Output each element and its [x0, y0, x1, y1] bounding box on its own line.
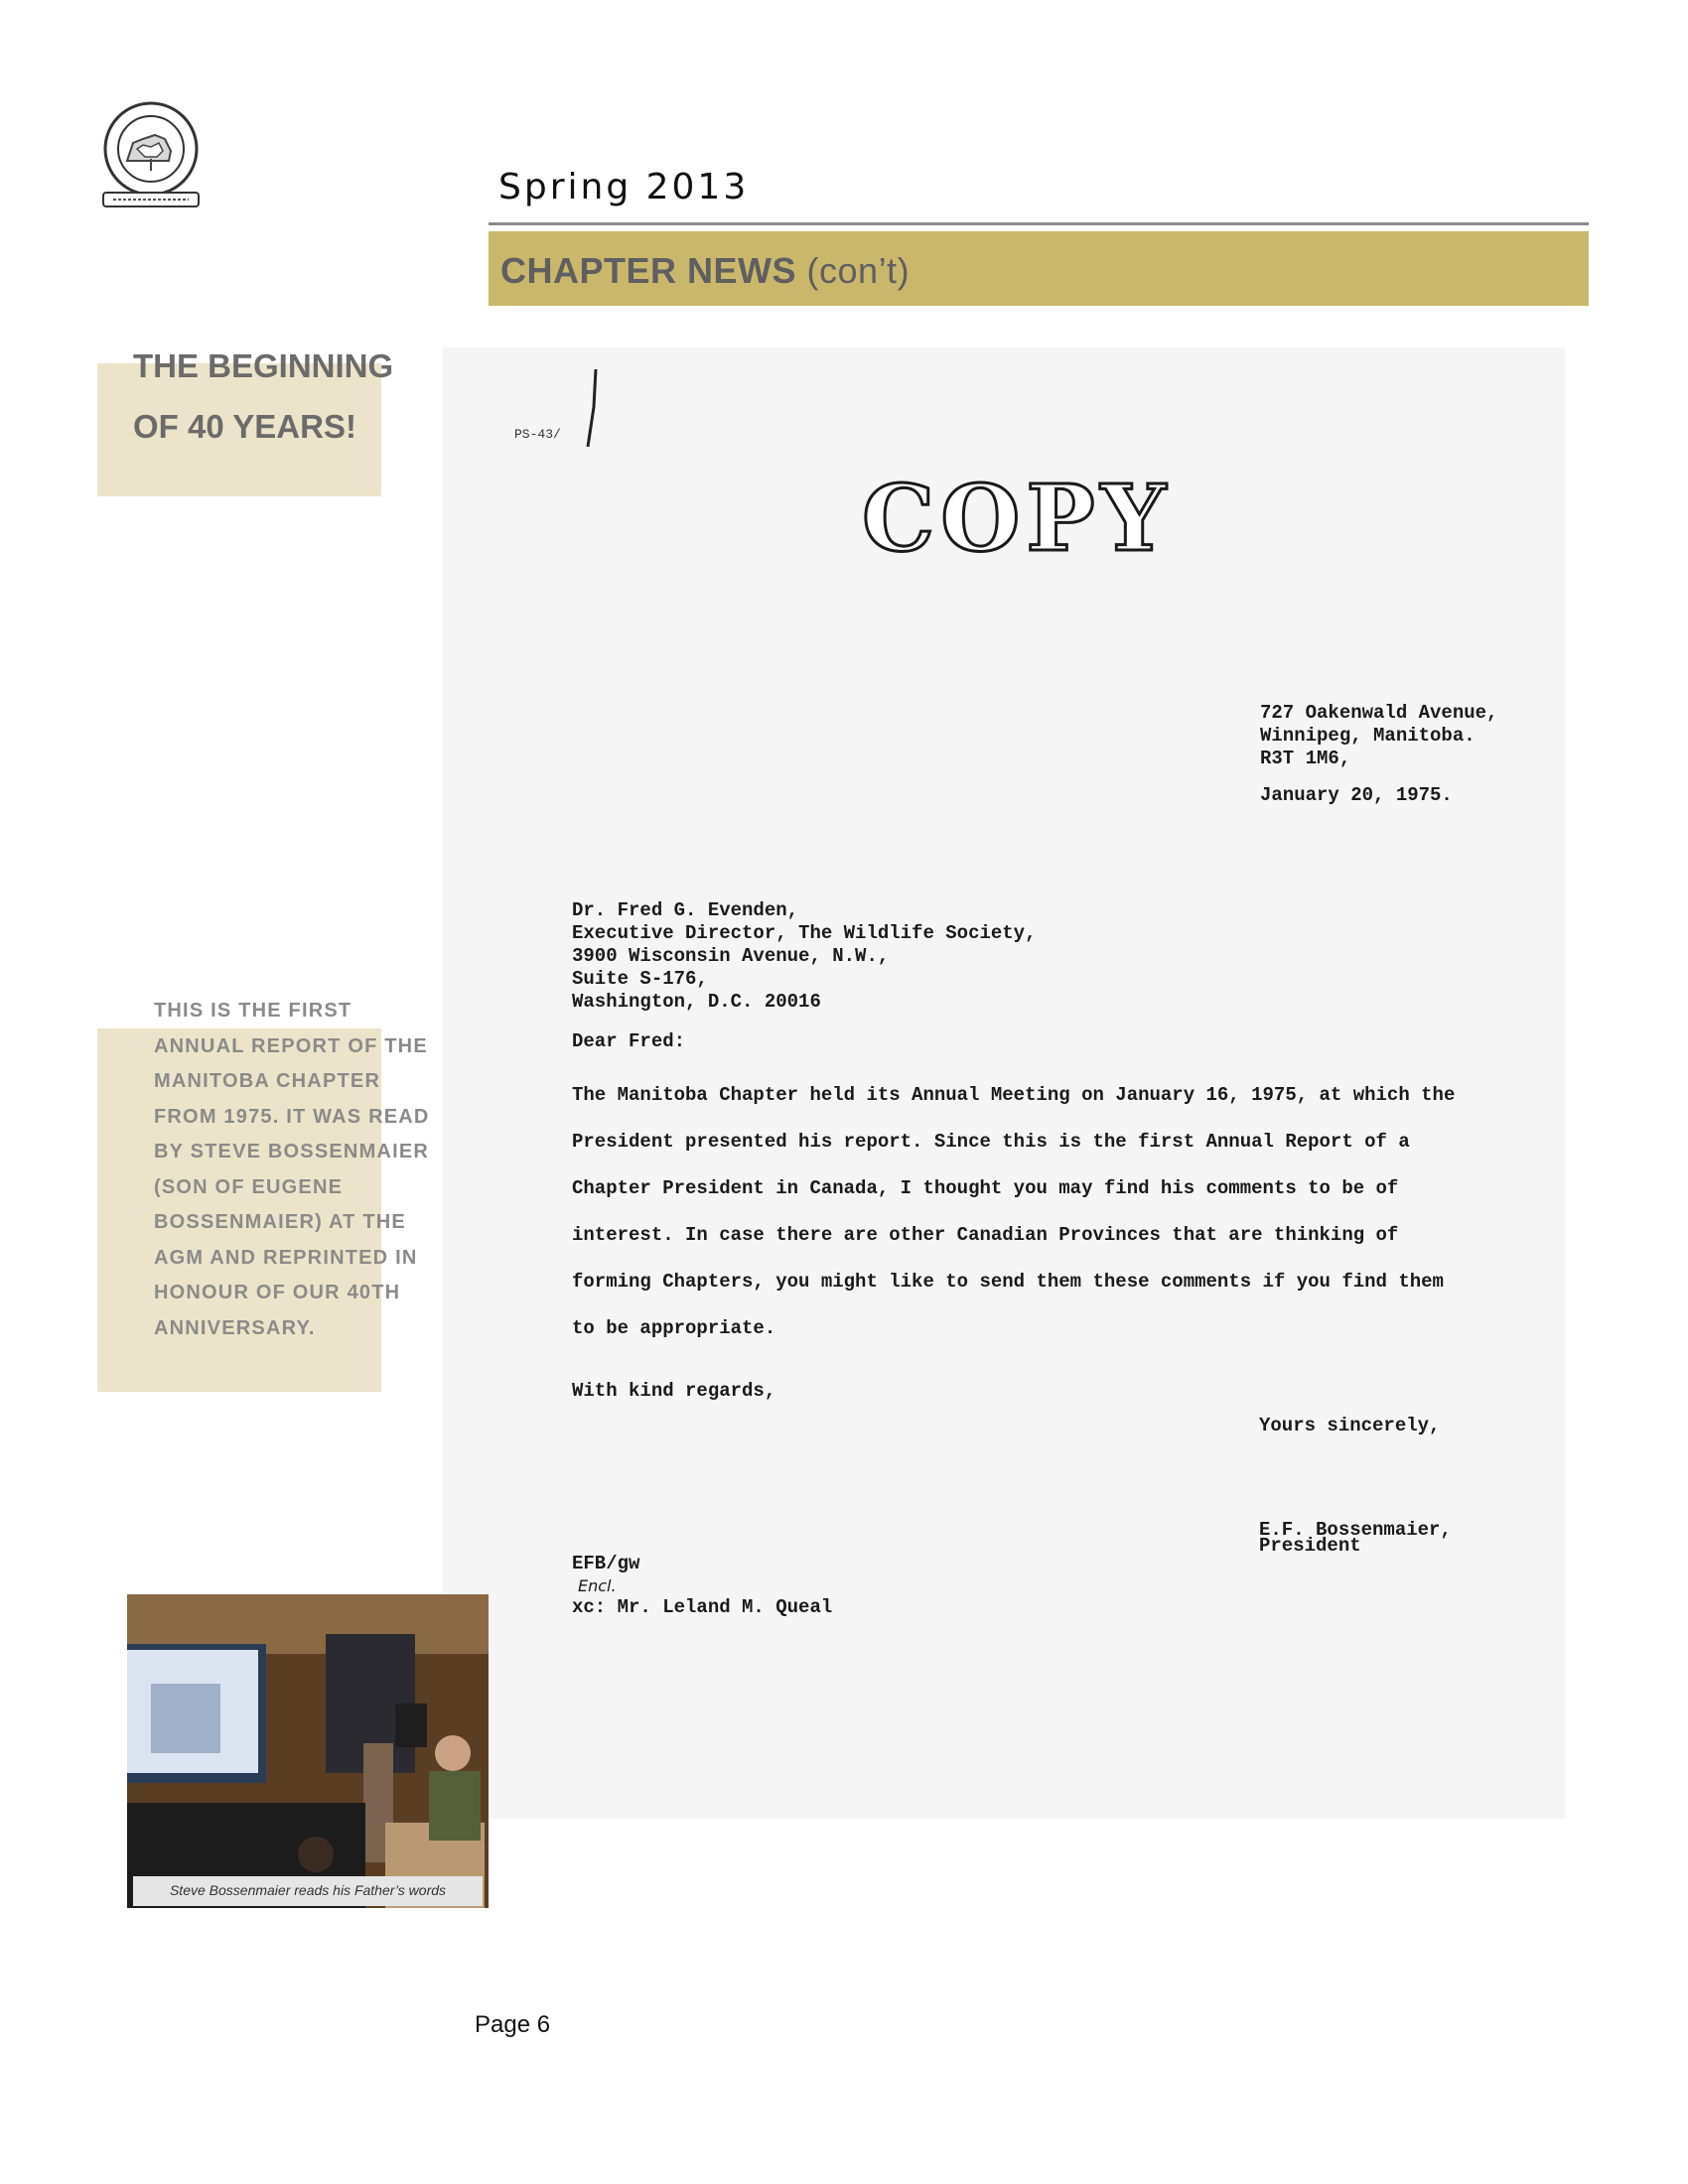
sidebar-title-line1: THE BEGINNING: [133, 347, 394, 384]
sender-line: Winnipeg, Manitoba.: [1260, 725, 1476, 747]
recipient-line: Executive Director, The Wildlife Society,: [572, 922, 1037, 944]
letter-body: The Manitoba Chapter held its Annual Meeting on January 16, 1975, at which the President presented his report. Since this is the first Annual Report of a Chapter President in Canada, I thought you may find his comments to be of interest. In case there are other Canadian Provinces that are thinking of forming Chapters, you might like to send them these comments if you find them to be appropriate.: [572, 1084, 1456, 1339]
page-number: Page 6: [475, 2011, 551, 2038]
carbon-copy-line: xc: Mr. Leland M. Queal: [572, 1596, 833, 1618]
sidebar-title: [133, 336, 431, 457]
sidebar-title-line2: OF 40 YEARS!: [133, 408, 356, 445]
sender-address: [1260, 702, 1497, 770]
section-banner: [489, 231, 1589, 306]
scanned-letter: [443, 347, 1565, 1819]
signer-name: E.F. Bossenmaier,: [1259, 1519, 1452, 1541]
recipient-line: 3900 Wisconsin Avenue, N.W.,: [572, 945, 890, 967]
sender-line: 727 Oakenwald Avenue,: [1260, 702, 1498, 724]
photo-caption: Steve Bossenmaier reads his Father’s words: [169, 1882, 447, 1898]
signer-title: President: [1259, 1535, 1361, 1557]
letter-reference: PS-43/: [514, 427, 561, 442]
recipient-address: [572, 899, 1036, 1014]
salutation: Dear Fred:: [572, 1030, 686, 1052]
sidebar-note: THIS IS THE FIRST ANNUAL REPORT OF THE MANITOBA CHAPTER FROM 1975. IT WAS READ BY STEVE BOSSENMAIER (SON OF EUGENE BOSSENMAIER) AT THE AGM AND REPRINTED IN HONOUR OF OUR 40TH ANNIVERSARY.: [154, 1000, 430, 1339]
enclosure-note: Encl.: [578, 1576, 617, 1595]
photo-illustration: [127, 1594, 489, 1908]
section-title-main: CHAPTER NEWS: [500, 250, 797, 291]
typist-initials: EFB/gw: [572, 1553, 640, 1574]
chapter-logo: [99, 99, 203, 210]
header-rule: [489, 222, 1589, 225]
letter-closing: With kind regards,: [572, 1380, 776, 1402]
photo-caption-bar: [133, 1876, 483, 1906]
copy-stamp: COPY: [862, 465, 1173, 572]
issue-date: Spring 2013: [498, 167, 750, 207]
recipient-line: Dr. Fred G. Evenden,: [572, 899, 799, 921]
section-title-suffix: (con’t): [806, 250, 911, 291]
pen-mark-icon: [582, 367, 604, 457]
recipient-line: Washington, D.C. 20016: [572, 991, 821, 1013]
letter-date: January 20, 1975.: [1260, 784, 1453, 806]
recipient-line: Suite S-176,: [572, 968, 708, 990]
wildlife-society-seal-icon: [99, 99, 203, 210]
sign-off: Yours sincerely,: [1259, 1415, 1441, 1436]
section-title: [500, 250, 910, 292]
sender-line: R3T 1M6,: [1260, 748, 1351, 769]
event-photo: [127, 1594, 489, 1908]
